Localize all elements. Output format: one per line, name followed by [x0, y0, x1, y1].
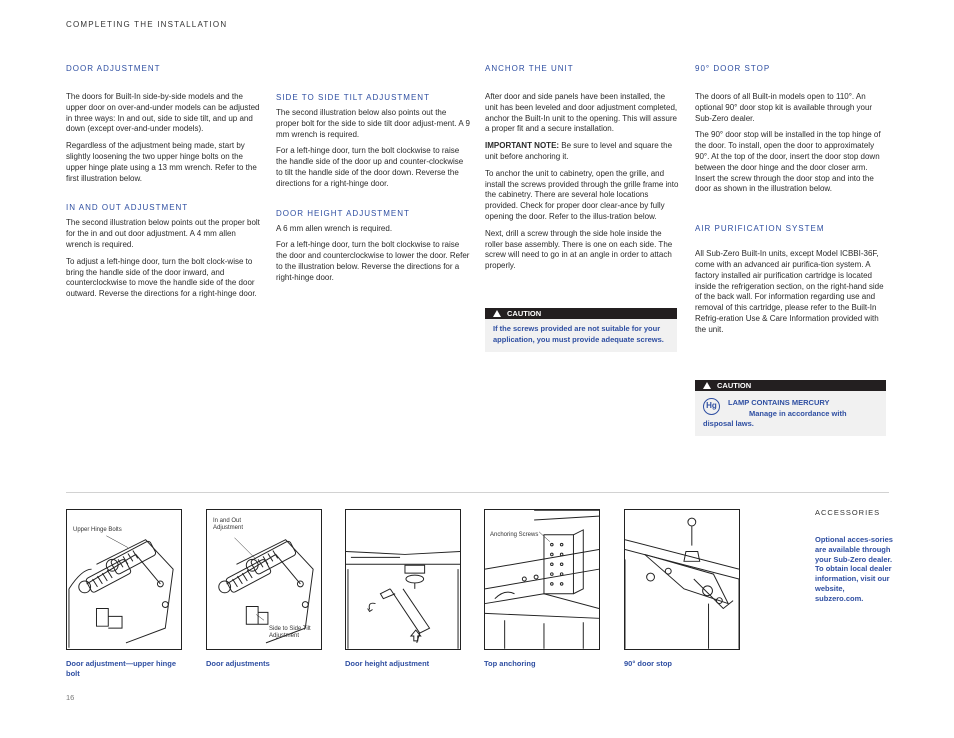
- paragraph: The doors of all Built-in models open to 110°. An optional 90° door stop kit is available through your Sub-Zero dealer.: [695, 92, 873, 123]
- paragraph: For a left-hinge door, turn the bolt clockwise to raise the handle side of the door up and counter-clockwise to tilt the handle side of the door down. Reverse the directions for a right-hinge door.: [276, 146, 464, 188]
- figure-label-anchoring-screws: Anchoring Screws: [490, 532, 539, 538]
- paragraph: A 6 mm allen wrench is required.: [276, 223, 393, 233]
- heading-door-adjustment: DOOR ADJUSTMENT: [66, 64, 161, 73]
- paragraph: All Sub-Zero Built-In units, except Model ICBBI-36F, come with an advanced air purifica-tion system. A factory installed air purification cartridge is located inside the refrigeration section, on the right-hand side of the back wall. For information regarding use and removal of this cartridge, please refer to the Built-In Refrig-eration Use & Care Information provided with the unit.: [695, 249, 884, 334]
- column-door-adjustment: [66, 63, 260, 306]
- paragraph: To anchor the unit to cabinetry, open the grille, and install the screws provided through the grille frame into the cabinetry. There are several hole locations provided. Check for proper door clear-ance by fully opening the door. Refer to the illus-tration below.: [485, 168, 679, 221]
- door-height-illustration: [346, 510, 460, 649]
- figure-door-height: [345, 509, 461, 650]
- caution-text: If the screws provided are not suitable for your application, you must provide adequate screws.: [493, 324, 664, 344]
- important-note-text: Be sure to level and square the unit before anchoring it.: [485, 141, 673, 161]
- column-door-stop-air: [695, 63, 889, 342]
- caution-title: CAUTION: [717, 381, 752, 390]
- page-number: 16: [66, 693, 75, 702]
- heading-in-and-out: IN AND OUT ADJUSTMENT: [66, 203, 189, 213]
- mercury-hg-icon: Hg: [703, 398, 720, 415]
- door-stop-illustration: [625, 510, 739, 649]
- caution-box-screws: [485, 308, 677, 352]
- section-divider: [66, 492, 889, 493]
- figure-caption: Door adjustments: [206, 659, 270, 668]
- figure-top-anchoring: [484, 509, 600, 650]
- caution-bar: [485, 308, 677, 319]
- paragraph: The second illustration below also points out the proper bolt for the side to side tilt door adjust-ment. A 9 mm wrench is required.: [276, 108, 470, 139]
- column-anchor: [485, 63, 679, 278]
- caution-title: CAUTION: [507, 309, 542, 318]
- caution-box-mercury: [695, 380, 886, 436]
- caution-line-1: LAMP CONTAINS MERCURY: [728, 398, 830, 407]
- paragraph-important-note: [485, 141, 679, 163]
- warning-icon: [703, 382, 711, 389]
- paragraph: The second illustration below points out the proper bolt for the in and out door adjustment. A 4 mm allen wrench is required.: [66, 218, 260, 249]
- caution-line-2: Manage in accordance with disposal laws.: [703, 408, 847, 428]
- accessories-heading: ACCESSORIES: [815, 508, 881, 517]
- figure-caption: 90° door stop: [624, 659, 673, 668]
- paragraph: The 90° door stop will be installed in the top hinge of the door. To install, open the door to approximately 90°. At the top of the door, insert the door stop down between the door hinge and the door closer arm. Insert the screw through the door stop and into the door as shown in the illustration below.: [695, 130, 881, 194]
- page-header: COMPLETING THE INSTALLATION: [66, 20, 228, 29]
- figure-caption: Door adjustment—upper hinge bolt: [66, 659, 177, 678]
- accessories-text: Optional acces-sories are available through your Sub-Zero dealer. To obtain local dealer information, visit our website, subzero.com.: [815, 535, 893, 603]
- paragraph: After door and side panels have been installed, the unit has been leveled and door adjustment completed, anchor the Built-In unit to the opening. This will assure a proper fit and a secure installation.: [485, 92, 678, 134]
- warning-icon: [493, 310, 501, 317]
- figure-90-door-stop: [624, 509, 740, 650]
- figure-caption: Door height adjustment: [345, 659, 430, 668]
- figure-label-in-and-out: In and Out Adjustment: [213, 518, 244, 531]
- paragraph: For a left-hinge door, turn the bolt clockwise to raise the door and counterclockwise to lower the door. Refer to the illustration below. Reverse the directions for a right-hinge door.: [276, 240, 470, 282]
- heading-door-height: DOOR HEIGHT ADJUSTMENT: [276, 208, 410, 218]
- paragraph: Regardless of the adjustment being made, start by slightly loosening the two upper hinge bolts on the upper hinge plate using a 13 mm wrench. Refer to the first illustration below.: [66, 141, 257, 183]
- top-anchoring-illustration: [485, 510, 599, 649]
- figure-label-upper-hinge-bolts: Upper Hinge Bolts: [73, 527, 122, 533]
- important-note-label: IMPORTANT NOTE:: [485, 141, 560, 151]
- paragraph: Next, drill a screw through the side hole inside the roller base assembly. There is one on each side. The screw will need to go in at an angle in order to attach properly.: [485, 228, 673, 271]
- paragraph: To adjust a left-hinge door, turn the bolt clock-wise to bring the handle side of the door inward, and counterclockwise to move the handle side of the door outward. Reverse the directions for a right-hinge door.: [66, 256, 257, 299]
- figure-upper-hinge-bolt: [66, 509, 182, 650]
- heading-anchor: ANCHOR THE UNIT: [485, 64, 574, 73]
- heading-side-to-side: SIDE TO SIDE TILT ADJUSTMENT: [276, 93, 430, 102]
- figure-label-side-to-side-tilt: Side to Side Tilt Adjustment: [269, 626, 311, 639]
- figure-caption: Top anchoring: [484, 659, 536, 668]
- heading-90-door-stop: 90° DOOR STOP: [695, 64, 771, 73]
- paragraph: The doors for Built-In side-by-side models and the upper door on over-and-under models can be adjusted in three ways: In and out, side to side tilt, and up and down (except over-and-under models).: [66, 92, 260, 134]
- caution-bar: [695, 380, 886, 391]
- column-tilt-height: [276, 92, 470, 290]
- figure-door-adjustments: [206, 509, 322, 650]
- heading-air-purification: AIR PURIFICATION SYSTEM: [695, 224, 825, 234]
- caution-text: [695, 391, 886, 437]
